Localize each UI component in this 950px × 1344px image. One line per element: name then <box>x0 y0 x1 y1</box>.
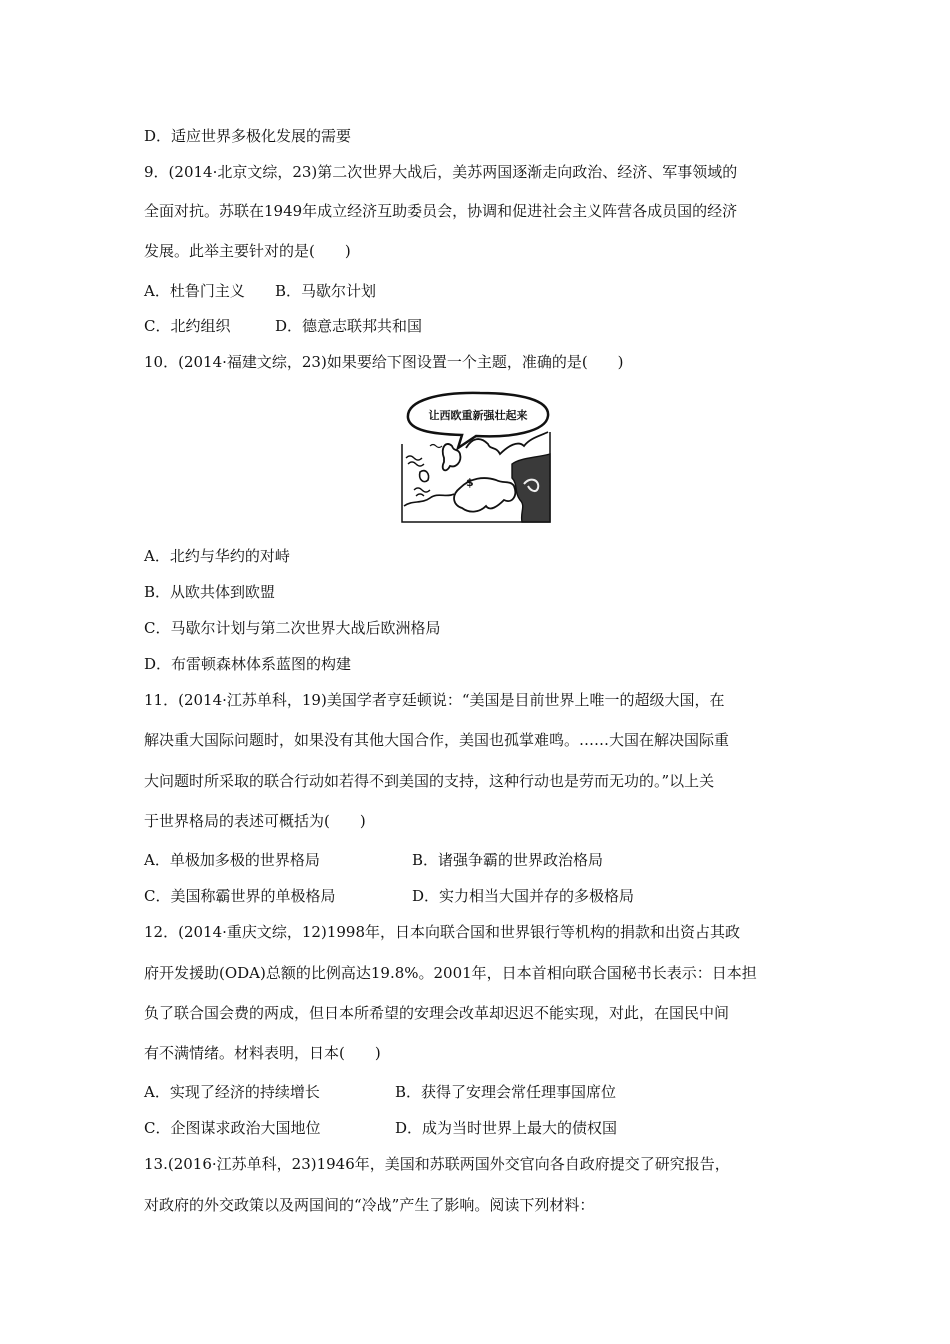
q13-stem-line-2: 对政府的外交政策以及两国间的“冷战”产生了影响。阅读下列材料： <box>144 1196 595 1214</box>
q11-stem-line-1: 11．(2014·江苏单科，19)美国学者亨廷顿说：“美国是目前世界上唯一的超级大国，在 <box>144 691 725 709</box>
continent-outline <box>454 478 515 512</box>
q12-option-b: B．获得了安理会常任理事国席位 <box>395 1083 617 1101</box>
q12-stem-line-4: 有不满情绪。材料表明，日本( ) <box>144 1044 381 1062</box>
q12-stem-line-3: 负了联合国会费的两成，但日本所希望的安理会改革却迟迟不能实现，对此，在国民中间 <box>144 1004 730 1022</box>
q9-stem-line-3: 发展。此举主要针对的是( ) <box>144 242 351 260</box>
q10-cartoon <box>400 388 552 524</box>
bubble-text: 让西欧重新强壮起来 <box>428 409 528 422</box>
q9-option-b: B．马歇尔计划 <box>275 282 377 300</box>
dollar-symbol: $ <box>466 476 474 489</box>
q11-stem-line-2: 解决重大国际问题时，如果没有其他大国合作，美国也孤掌难鸣。……大国在解决国际重 <box>144 731 730 749</box>
q9-option-c: C．北约组织 <box>144 317 231 335</box>
shaded-east-region <box>512 454 550 522</box>
q12-option-a: A．实现了经济的持续增长 <box>144 1083 320 1101</box>
q11-option-a: A．单极加多极的世界格局 <box>144 851 320 869</box>
sea-waves <box>406 456 424 466</box>
q11-option-b: B．诸强争霸的世界政治格局 <box>412 851 604 869</box>
q10-option-a: A．北约与华约的对峙 <box>144 547 290 565</box>
q10-option-c: C．马歇尔计划与第二次世界大战后欧洲格局 <box>144 619 441 637</box>
q11-stem-line-4: 于世界格局的表述可概括为( ) <box>144 812 366 830</box>
q12-option-c: C．企图谋求政治大国地位 <box>144 1119 321 1137</box>
q9-option-d: D．德意志联邦共和国 <box>275 317 423 335</box>
q11-stem-line-3: 大问题时所采取的联合行动如若得不到美国的支持，这种行动也是劳而无功的。”以上关 <box>144 772 715 790</box>
q9-option-a: A．杜鲁门主义 <box>144 282 245 300</box>
q12-stem-line-2: 府开发援助(ODA)总额的比例高达19.8%。2001年，日本首相向联合国秘书长表示：日本担 <box>144 964 757 982</box>
q10-option-d: D．布雷顿森林体系蓝图的构建 <box>144 655 352 673</box>
q12-stem-line-1: 12．(2014·重庆文综，12)1998年，日本向联合国和世界银行等机构的捐款和出资占其政 <box>144 923 740 941</box>
europe-map-cartoon <box>400 388 552 524</box>
q8-option-d: D．适应世界多极化发展的需要 <box>144 127 352 145</box>
q11-option-d: D．实力相当大国并存的多极格局 <box>412 887 635 905</box>
q9-stem-line-2: 全面对抗。苏联在1949年成立经济互助委员会，协调和促进社会主义阵营各成员国的经济 <box>144 202 738 220</box>
q10-option-b: B．从欧共体到欧盟 <box>144 583 276 601</box>
q11-option-c: C．美国称霸世界的单极格局 <box>144 887 336 905</box>
q9-stem-line-1: 9．(2014·北京文综，23)第二次世界大战后，美苏两国逐渐走向政治、经济、军事领域的 <box>144 163 738 181</box>
q12-option-d: D．成为当时世界上最大的债权国 <box>395 1119 618 1137</box>
q10-stem: 10．(2014·福建文综，23)如果要给下图设置一个主题，准确的是( ) <box>144 353 624 371</box>
q13-stem-line-1: 13.(2016·江苏单科，23)1946年，美国和苏联两国外交官向各自政府提交了研究报告， <box>144 1155 730 1173</box>
